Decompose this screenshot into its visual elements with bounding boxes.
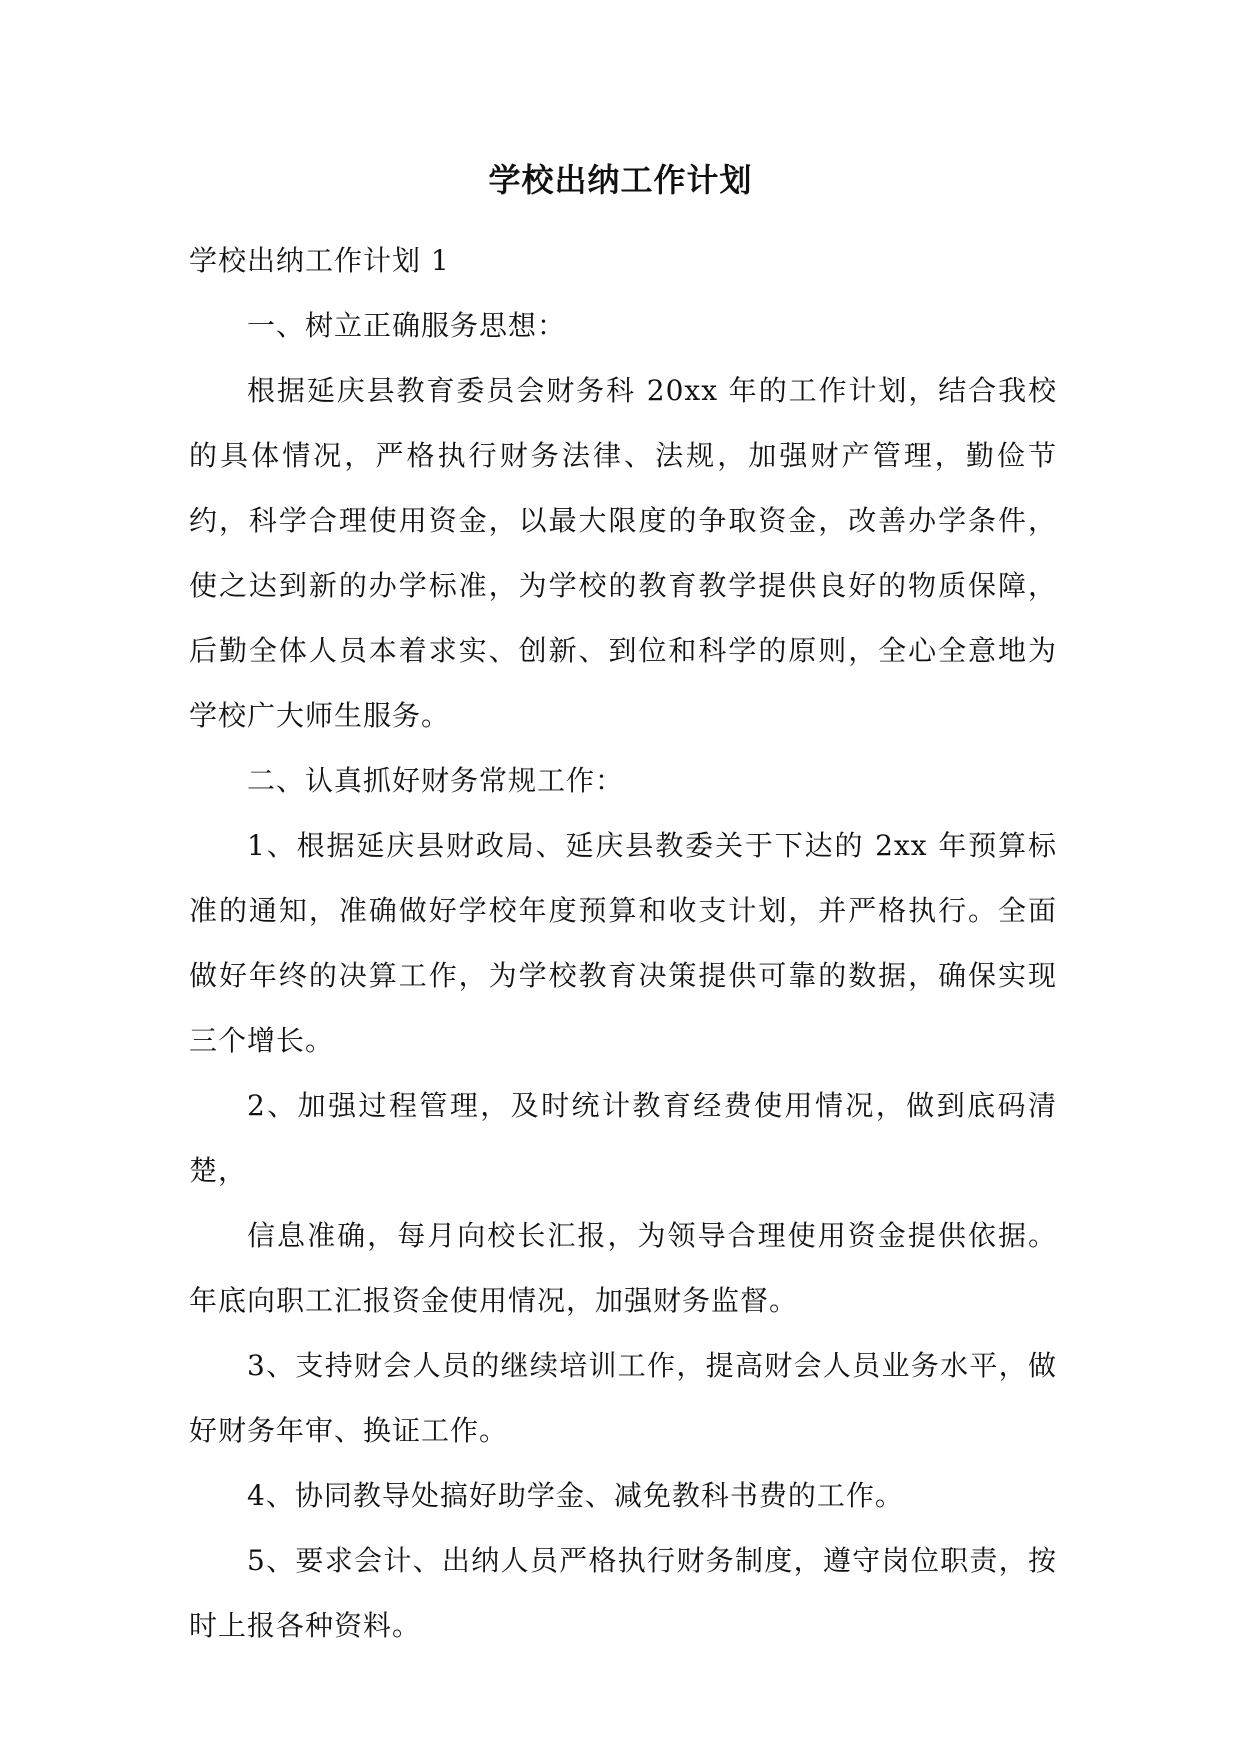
paragraph-serve-thought: 根据延庆县教育委员会财务科 20xx 年的工作计划，结合我校的具体情况，严格执行财务法律、法规，加强财产管理，勤俭节约，科学合理使用资金，以最大限度的争取资金，改善办学条件，使之达到新的办学标准，为学校的教育教学提供良好的物质保障，后勤全体人员本着求实、创新、到位和科学的原则，全心全意地为学校广大师生服务。 [189, 374, 1057, 732]
paragraph-item-1: 1、根据延庆县财政局、延庆县教委关于下达的 2xx 年预算标准的通知，准确做好学校年度预算和收支计划，并严格执行。全面做好年终的决算工作，为学校教育决策提供可靠的数据，确保实现三个增长。 [189, 829, 1057, 1057]
paragraph-item-2-continued: 信息准确，每月向校长汇报，为领导合理使用资金提供依据。年底向职工汇报资金使用情况，加强财务监督。 [189, 1219, 1057, 1317]
document-title: 学校出纳工作计划 [488, 161, 753, 199]
paragraph-item-3: 3、支持财会人员的继续培训工作，提高财会人员业务水平，做好财务年审、换证工作。 [189, 1349, 1057, 1447]
heading-serve-thought: 一、树立正确服务思想： [247, 309, 567, 342]
paragraph-item-4: 4、协同教导处搞好助学金、减免教科书费的工作。 [247, 1479, 904, 1512]
heading-routine-work: 二、认真抓好财务常规工作： [247, 764, 625, 797]
paragraph-item-2: 2、加强过程管理，及时统计教育经费使用情况，做到底码清楚， [189, 1089, 1057, 1187]
document-body [189, 228, 1057, 1658]
paragraph-item-5: 5、要求会计、出纳人员严格执行财务制度，遵守岗位职责，按时上报各种资料。 [189, 1544, 1057, 1642]
section-heading: 学校出纳工作计划 1 [189, 244, 450, 277]
